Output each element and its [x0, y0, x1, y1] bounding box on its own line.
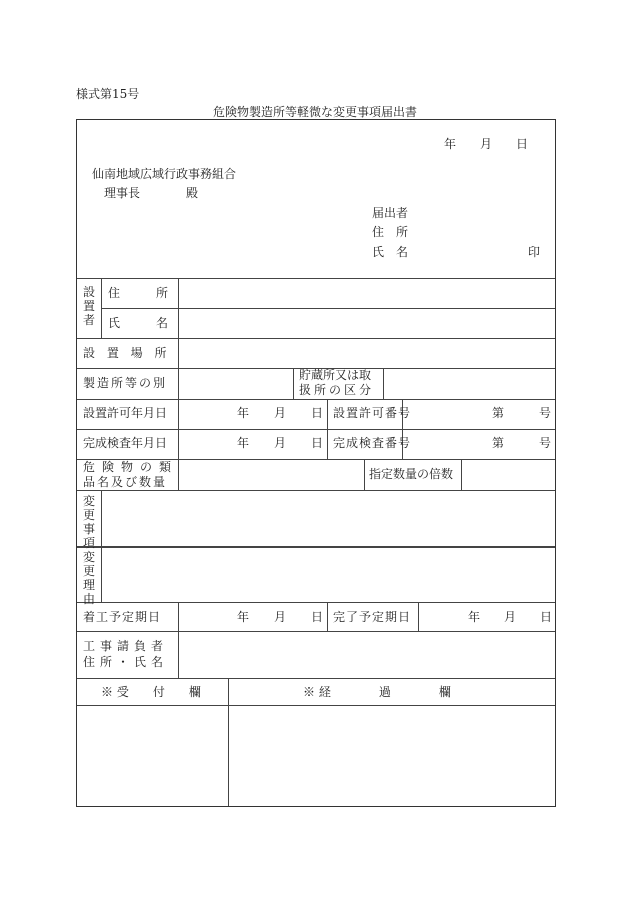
row-divider — [77, 547, 555, 548]
start-day-unit: 日 — [311, 610, 324, 624]
installer-column-divider — [101, 278, 102, 338]
hazmat-label-line2: 品名及び数量 — [83, 475, 168, 489]
permit-date-label: 設置許可年月日 — [83, 406, 168, 420]
completion-dai-unit: 第 — [492, 436, 505, 450]
notifier-name-label: 氏 名 — [372, 245, 409, 259]
date-day-label: 日 — [516, 137, 529, 151]
location-label: 設 置 場 所 — [83, 346, 171, 360]
row-divider — [77, 338, 555, 339]
row-divider — [77, 631, 555, 632]
permit-mid-divider — [327, 399, 328, 460]
completion-day-unit: 日 — [311, 436, 324, 450]
notifier-label: 届出者 — [372, 206, 409, 220]
contractor-label-line2: 住所・氏名 — [83, 655, 169, 669]
installer-name-label: 氏 名 — [108, 316, 169, 330]
completion-month-unit: 月 — [274, 436, 287, 450]
start-month-unit: 月 — [274, 610, 287, 624]
date-year-label: 年 — [444, 137, 457, 151]
contractor-label-line1: 工事請負者 — [83, 639, 169, 653]
form-number: 様式第15号 — [76, 87, 140, 101]
storage-type-right-divider — [383, 368, 384, 399]
addressee-title: 理事長 — [104, 186, 141, 200]
row-divider — [77, 705, 555, 706]
completion-date-label: 完成検査年月日 — [83, 436, 168, 450]
row-divider — [101, 308, 555, 309]
row-divider — [77, 429, 555, 430]
form-title: 危険物製造所等軽微な変更事項届出書 — [213, 105, 418, 119]
start-date-divider — [178, 602, 179, 678]
end-date-value-divider — [418, 602, 419, 631]
storage-type-label-line2: 扱所の区分 — [299, 383, 375, 397]
start-date-label: 着工予定期日 — [83, 610, 162, 624]
end-year-unit: 年 — [468, 610, 481, 624]
notifier-address-label: 住 所 — [372, 225, 409, 239]
hazmat-label-line1: 危険物の類 — [83, 460, 179, 474]
permit-year-unit: 年 — [237, 406, 250, 420]
multiple-left-divider — [364, 459, 365, 490]
multiple-right-divider — [461, 459, 462, 490]
addressee-org: 仙南地域広域行政事務組合 — [92, 167, 237, 181]
installer-address-label: 住 所 — [108, 286, 169, 300]
seal-mark: 印 — [528, 245, 541, 259]
notification-form — [76, 119, 556, 807]
change-reason-label: 変更理由 — [82, 550, 95, 606]
label-column-divider — [178, 278, 179, 490]
permit-day-unit: 日 — [311, 406, 324, 420]
completion-number-label: 完成検査番号 — [333, 436, 412, 450]
row-divider — [77, 546, 555, 547]
end-date-label: 完了予定期日 — [333, 610, 412, 624]
multiple-label: 指定数量の倍数 — [369, 467, 454, 481]
completion-go-unit: 号 — [539, 436, 552, 450]
facility-type-label: 製造所等の別 — [83, 376, 168, 390]
row-divider — [77, 678, 555, 679]
row-divider — [77, 602, 555, 603]
completion-year-unit: 年 — [237, 436, 250, 450]
installer-label: 設置者 — [82, 285, 95, 327]
storage-type-label-line1: 貯蔵所又は取 — [299, 368, 372, 382]
permit-go-unit: 号 — [539, 406, 552, 420]
storage-type-left-divider — [293, 368, 294, 399]
change-items-label: 変更事項 — [82, 494, 95, 550]
progress-column-header: ※ 経 過 欄 — [303, 685, 451, 699]
footer-divider — [228, 678, 229, 806]
reception-column-header: ※ 受 付 欄 — [101, 685, 201, 699]
end-day-unit: 日 — [540, 610, 553, 624]
date-month-label: 月 — [480, 137, 493, 151]
permit-number-label: 設置許可番号 — [333, 406, 412, 420]
end-date-mid-divider — [327, 602, 328, 631]
start-year-unit: 年 — [237, 610, 250, 624]
row-divider — [77, 399, 555, 400]
addressee-honorific: 殿 — [186, 186, 199, 200]
permit-month-unit: 月 — [274, 406, 287, 420]
row-divider — [77, 278, 555, 279]
row-divider — [77, 490, 555, 491]
permit-dai-unit: 第 — [492, 406, 505, 420]
end-month-unit: 月 — [504, 610, 517, 624]
